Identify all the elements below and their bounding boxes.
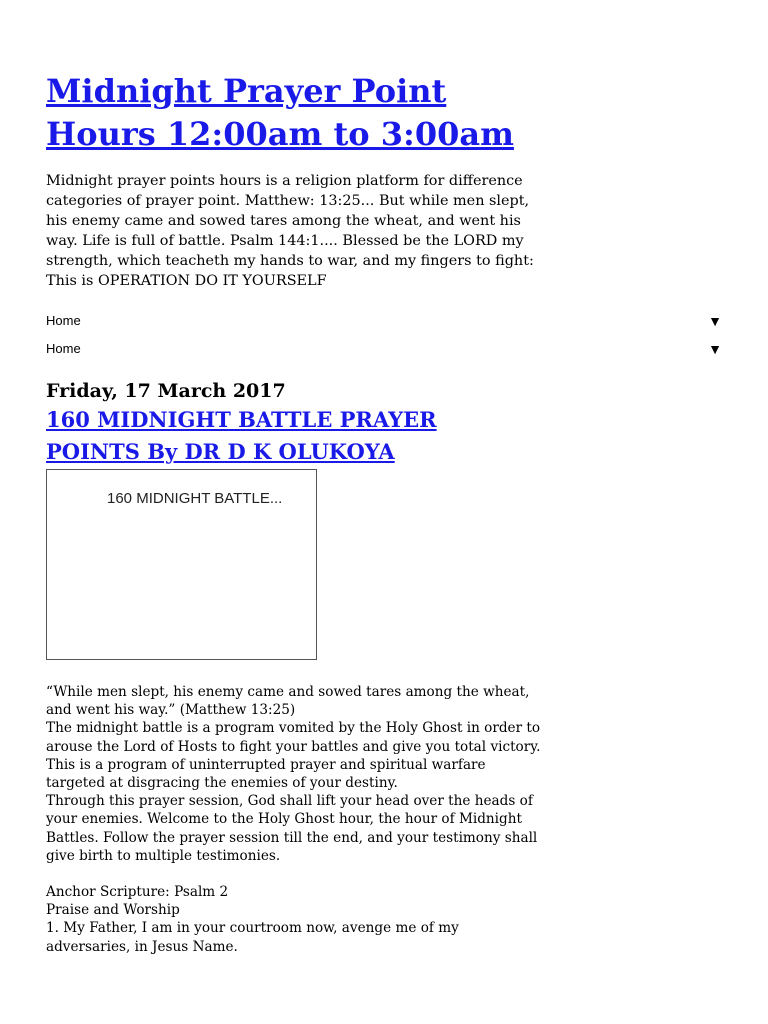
post-paragraph: Praise and Worship	[46, 902, 180, 919]
nav-dropdown-home[interactable]	[46, 339, 726, 367]
embedded-document-viewer[interactable]	[46, 469, 317, 660]
page-nav	[46, 311, 726, 367]
nav-item-home[interactable]: Home	[46, 313, 81, 328]
post-paragraph: 1. My Father, I am in your courtroom now, avenge me of my adversaries, in Jesus Name.	[46, 920, 459, 955]
post-date-header: Friday, 17 March 2017	[46, 380, 286, 402]
caret-down-icon[interactable]: ▼	[708, 313, 722, 329]
caret-down-icon[interactable]: ▼	[708, 341, 722, 357]
post-paragraph: The midnight battle is a program vomited by the Holy Ghost in order to arouse the Lord of Hosts to fight your battles and give you total victory. This is a program of uninterrupted prayer and spiritual warfare targeted at disgracing the enemies of your destiny.	[46, 720, 541, 792]
embed-title: 160 MIDNIGHT BATTLE...	[107, 490, 283, 507]
nav-item-home[interactable]: Home	[46, 341, 81, 356]
post-paragraph: Anchor Scripture: Psalm 2	[46, 884, 229, 901]
blog-description: Midnight prayer points hours is a religion platform for difference categories of prayer point. Matthew: 13:25... But while men slept, his enemy came and sowed tares among the wheat, and went his way. Life is full of battle. Psalm 144:1.... Blessed be the LORD my strength, which teacheth my hands to war, and my fingers to fight: This is OPERATION DO IT YOURSELF	[46, 173, 534, 289]
post-body	[46, 683, 546, 956]
nav-dropdown-home[interactable]	[46, 311, 726, 339]
blog-title-link[interactable]: Midnight Prayer Point Hours 12:00am to 3:00am	[46, 72, 514, 153]
post-title-link[interactable]: 160 MIDNIGHT BATTLE PRAYER POINTS By DR D K OLUKOYA	[46, 407, 437, 464]
paragraph-spacer	[46, 865, 546, 883]
post-paragraph: “While men slept, his enemy came and sowed tares among the wheat, and went his way.” (Matthew 13:25)	[46, 684, 530, 719]
post-paragraph: Through this prayer session, God shall lift your head over the heads of your enemies. Welcome to the Holy Ghost hour, the hour of Midnight Battles. Follow the prayer session till the end, and your testimony shall give birth to multiple testimonies.	[46, 793, 538, 864]
page-content	[46, 70, 726, 956]
